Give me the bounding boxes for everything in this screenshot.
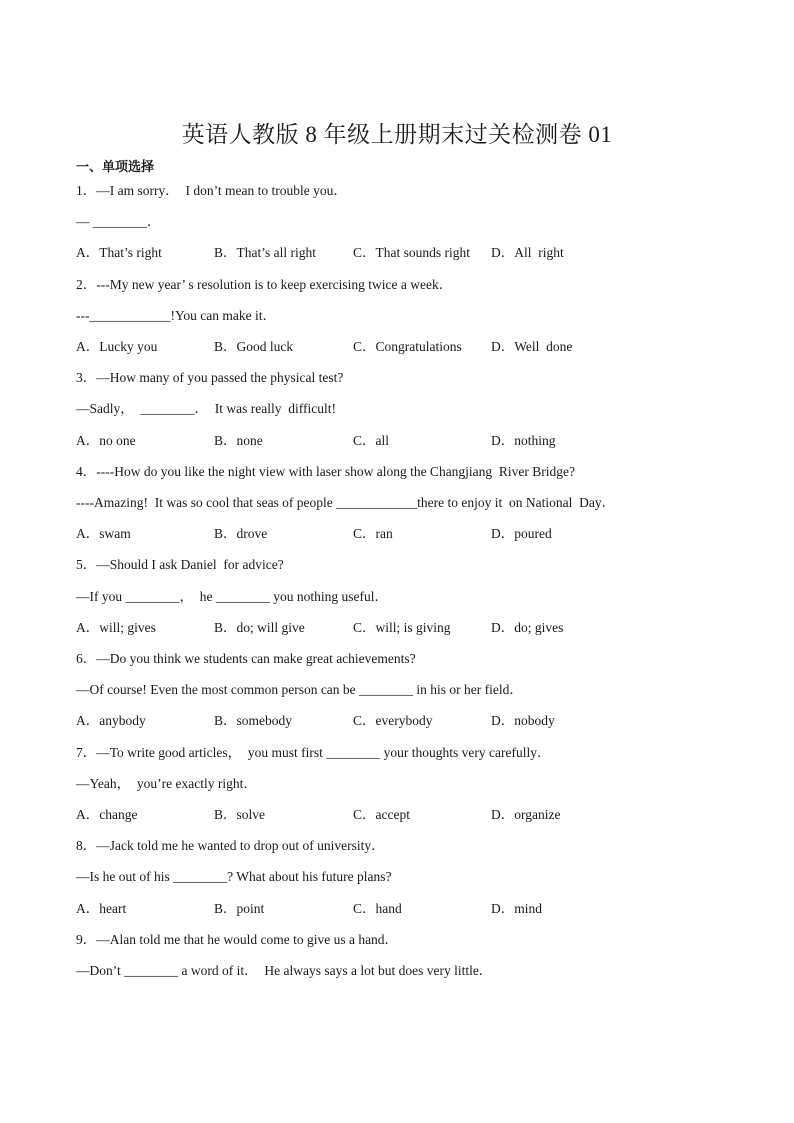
answer-option: D．do; gives bbox=[491, 619, 564, 635]
answer-option: A．anybody bbox=[76, 713, 146, 729]
answer-option: A．will; gives bbox=[76, 619, 156, 635]
page-title: 英语人教版 8 年级上册期末过关检测卷 01 bbox=[181, 122, 613, 147]
question-response: —Of course! Even the most common person can be ________ in his or her field． bbox=[76, 682, 523, 698]
answer-option: B．solve bbox=[214, 807, 266, 822]
answer-option: A．swam bbox=[76, 526, 131, 542]
answer-option: A．no one bbox=[76, 432, 136, 448]
answer-option: C．That sounds right bbox=[353, 245, 470, 261]
answer-option: D．All right bbox=[491, 245, 564, 261]
answer-option: D．Well done bbox=[491, 339, 573, 354]
answer-option: B．somebody bbox=[214, 713, 293, 729]
answer-option: C．accept bbox=[353, 807, 410, 822]
question-response: ---____________!You can make it． bbox=[76, 307, 276, 323]
question-stem: 2．---My new year’ s resolution is to keep exercising twice a week． bbox=[76, 276, 453, 292]
question-response: —Don’t ________ a word of it． He always says a lot but does very little． bbox=[76, 963, 493, 978]
answer-option: C．all bbox=[353, 432, 389, 448]
answer-option: C．Congratulations bbox=[353, 339, 462, 354]
answer-option: D．mind bbox=[491, 900, 543, 916]
answer-option: C．everybody bbox=[353, 713, 433, 729]
answer-option: B．Good luck bbox=[214, 339, 294, 354]
question-stem: 8．—Jack told me he wanted to drop out of university． bbox=[76, 838, 385, 854]
question-stem: 5．—Should I ask Daniel for advice? bbox=[76, 557, 284, 573]
question-response: ----Amazing! It was so cool that seas of people ____________there to enjoy it on National Day． bbox=[76, 495, 616, 510]
answer-option: A．heart bbox=[76, 900, 127, 916]
question-stem: 7．—To write good articles， you must first ________ your thoughts very carefully． bbox=[76, 744, 551, 760]
answer-option: D．poured bbox=[491, 526, 552, 542]
question-response: — ________． bbox=[76, 214, 161, 230]
answer-option: B．do; will give bbox=[214, 619, 305, 635]
answer-option: B．That’s all right bbox=[214, 245, 316, 261]
answer-option: B．point bbox=[214, 900, 265, 916]
answer-option: D．organize bbox=[491, 807, 561, 822]
question-response: —Yeah， you’re exactly right． bbox=[76, 775, 257, 791]
answer-option: B．drove bbox=[214, 526, 268, 542]
answer-option: A．That’s right bbox=[76, 245, 162, 261]
question-stem: 3．—How many of you passed the physical test? bbox=[76, 370, 344, 386]
answer-option: C．will; is giving bbox=[353, 619, 451, 635]
section-heading: 一、单项选择 bbox=[76, 160, 155, 175]
question-stem: 6．—Do you think we students can make great achievements? bbox=[76, 651, 416, 666]
question-response: —If you ________， he ________ you nothing useful． bbox=[76, 588, 388, 604]
question-response: —Sadly， ________． It was really difficult! bbox=[76, 401, 336, 417]
answer-option: A．change bbox=[76, 807, 138, 822]
answer-option: C．ran bbox=[353, 526, 393, 542]
question-stem: 4．----How do you like the night view with laser show along the Changjiang River Bridge? bbox=[76, 463, 576, 479]
answer-option: B．none bbox=[214, 432, 263, 448]
question-response: —Is he out of his ________? What about his future plans? bbox=[76, 869, 392, 885]
question-stem: 9．—Alan told me that he would come to give us a hand． bbox=[76, 931, 399, 947]
answer-option: C．hand bbox=[353, 900, 402, 916]
answer-option: D．nothing bbox=[491, 432, 556, 448]
answer-option: D．nobody bbox=[491, 713, 555, 729]
question-stem: 1．—I am sorry． I don’t mean to trouble you． bbox=[76, 183, 347, 198]
answer-option: A．Lucky you bbox=[76, 339, 158, 354]
